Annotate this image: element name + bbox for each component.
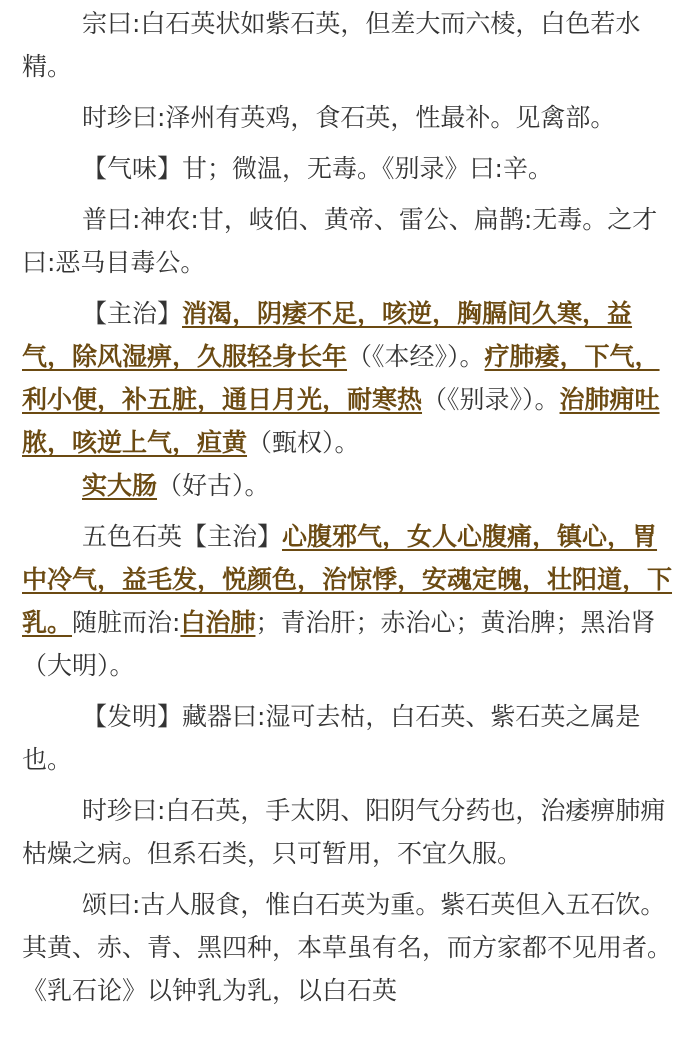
body-text: 普曰:神农:甘，岐伯、黄帝、雷公、扁鹊:无毒。之才曰:恶马目毒公。 xyxy=(22,205,658,277)
paragraph xyxy=(22,695,678,781)
body-text: 宗曰:白石英状如紫石英，但差大而六棱，白色若水精。 xyxy=(22,9,641,81)
body-text: 颂曰:古人服食，惟白石英为重。紫石英但入五石饮。其黄、赤、青、黑四种，本草虽有名，而方家都不见用者。《乳石论》以钟乳为乳，以白石英 xyxy=(22,890,673,1005)
paragraph xyxy=(22,147,678,190)
highlighted-text: 疗肺痿，下气，利小便，补五脏，通日月光，耐寒热 xyxy=(22,342,660,414)
body-text: 随脏而治: xyxy=(72,608,181,637)
body-text: 时珍曰:白石英，手太阴、阳阴气分药也，治痿痹肺痈枯燥之病。但系石类，只可暂用，不宜久服。 xyxy=(22,796,666,868)
body-text: （《别录》）。 xyxy=(422,385,560,414)
highlighted-text: 治肺痈吐脓，咳逆上气，疸黄 xyxy=(22,385,660,457)
highlighted-text: 消渴，阴痿不足，咳逆，胸膈间久寒，益气，除风湿痹，久服轻身长年 xyxy=(22,299,633,371)
body-text: （好古）。 xyxy=(157,471,270,500)
paragraph xyxy=(22,515,678,687)
body-text: 时珍曰:泽州有英鸡，食石英，性最补。见禽部。 xyxy=(82,103,616,132)
highlighted-text: 白治肺 xyxy=(180,608,256,637)
highlighted-text: 心腹邪气，女人心腹痛，镇心，胃中冷气，益毛发，悦颜色，治惊悸，安魂定魄，壮阳道，下乳。 xyxy=(22,522,673,637)
body-text: 【发明】藏器曰:湿可去枯，白石英、紫石英之属是也。 xyxy=(22,702,641,774)
highlighted-text: 实大肠 xyxy=(82,471,158,500)
body-text: ；青治肝；赤治心；黄治脾；黑治肾（大明）。 xyxy=(22,608,656,680)
body-text: 五色石英【主治】 xyxy=(82,522,283,551)
paragraph xyxy=(22,883,678,1012)
paragraph xyxy=(22,198,678,284)
paragraph xyxy=(22,464,678,507)
paragraph xyxy=(22,292,678,464)
article-body xyxy=(22,2,678,1020)
paragraph xyxy=(22,2,678,88)
body-text: （甄权）。 xyxy=(247,428,360,457)
paragraph xyxy=(22,96,678,139)
body-text: （《本经》）。 xyxy=(347,342,485,371)
body-text: 【气味】甘；微温，无毒。《别录》曰:辛。 xyxy=(82,154,553,183)
body-text: 【主治】 xyxy=(82,299,183,328)
paragraph xyxy=(22,789,678,875)
